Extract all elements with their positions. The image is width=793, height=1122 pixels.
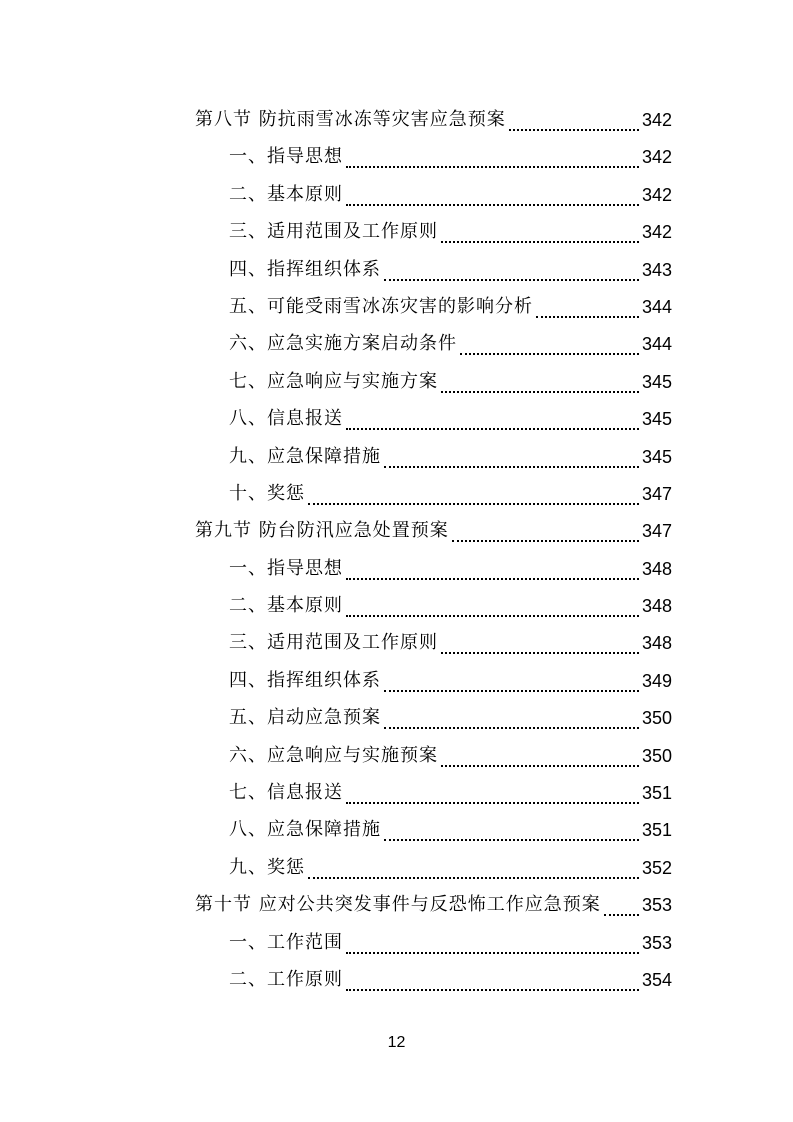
toc-subsection-entry[interactable] [0,550,793,587]
toc-subsection-entry[interactable] [0,251,793,288]
toc-dot-leader [452,538,639,542]
toc-entry-page: 350 [641,745,672,766]
toc-dot-leader [604,912,639,916]
toc-dot-leader [308,875,639,879]
toc-entry-page: 353 [641,932,672,953]
toc-entry-title: 三、适用范围及工作原则 [229,221,438,243]
toc-subsection-entry[interactable] [0,325,793,362]
toc-entry-page: 352 [641,857,672,878]
toc-subsection-entry[interactable] [0,961,793,998]
toc-entry-title: 二、基本原则 [229,183,343,205]
toc-entry-title: 九、应急保障措施 [229,445,381,467]
toc-subsection-entry[interactable] [0,849,793,886]
toc-entry-title: 八、信息报送 [229,408,343,430]
toc-dot-leader [346,800,639,804]
toc-entry-title: 二、基本原则 [229,595,343,617]
toc-dot-leader [536,314,639,318]
toc-dot-leader [460,351,639,355]
toc-entry-title: 五、可能受雨雪冰冻灾害的影响分析 [229,295,533,317]
table-of-contents [0,101,793,998]
toc-entry-page: 347 [641,483,672,504]
toc-entry-title: 三、适用范围及工作原则 [229,632,438,654]
toc-entry-title: 四、指挥组织体系 [229,669,381,691]
toc-dot-leader [384,725,639,729]
toc-dot-leader [346,164,639,168]
toc-subsection-entry[interactable] [0,213,793,250]
toc-dot-leader [346,950,639,954]
toc-dot-leader [346,426,639,430]
toc-entry-title: 五、启动应急预案 [229,707,381,729]
toc-entry-title: 第九节 防台防汛应急处置预案 [195,520,449,542]
toc-section-entry[interactable] [0,886,793,923]
toc-dot-leader [346,613,639,617]
toc-entry-title: 第十节 应对公共突发事件与反恐怖工作应急预案 [195,894,601,916]
toc-dot-leader [384,837,639,841]
toc-subsection-entry[interactable] [0,587,793,624]
toc-entry-page: 344 [641,296,672,317]
toc-dot-leader [441,763,639,767]
toc-entry-page: 345 [641,371,672,392]
toc-subsection-entry[interactable] [0,774,793,811]
toc-dot-leader [346,576,639,580]
toc-subsection-entry[interactable] [0,624,793,661]
toc-entry-page: 348 [641,633,672,654]
toc-entry-page: 353 [641,895,672,916]
toc-dot-leader [509,127,639,131]
toc-entry-title: 四、指挥组织体系 [229,258,381,280]
toc-entry-page: 351 [641,820,672,841]
toc-entry-title: 十、奖惩 [229,482,305,504]
toc-subsection-entry[interactable] [0,438,793,475]
toc-entry-page: 345 [641,409,672,430]
toc-entry-page: 348 [641,596,672,617]
toc-entry-page: 342 [641,110,672,130]
toc-entry-title: 第八节 防抗雨雪冰冻等灾害应急预案 [195,109,506,130]
toc-subsection-entry[interactable] [0,662,793,699]
toc-entry-page: 342 [641,222,672,243]
toc-entry-title: 六、应急响应与实施预案 [229,744,438,766]
toc-entry-page: 354 [641,969,672,990]
toc-dot-leader [441,239,639,243]
toc-entry-title: 一、指导思想 [229,146,343,168]
toc-subsection-entry[interactable] [0,400,793,437]
toc-entry-page: 349 [641,670,672,691]
toc-dot-leader [384,464,639,468]
toc-dot-leader [441,389,639,393]
toc-subsection-entry[interactable] [0,699,793,736]
toc-subsection-entry[interactable] [0,288,793,325]
toc-entry-title: 七、信息报送 [229,782,343,804]
toc-subsection-entry[interactable] [0,363,793,400]
toc-section-entry[interactable] [0,101,793,138]
toc-entry-page: 350 [641,708,672,729]
toc-dot-leader [384,688,639,692]
toc-dot-leader [384,277,639,281]
toc-entry-title: 六、应急实施方案启动条件 [229,333,457,355]
toc-subsection-entry[interactable] [0,138,793,175]
toc-entry-page: 348 [641,558,672,579]
toc-entry-title: 一、指导思想 [229,557,343,579]
toc-entry-page: 342 [641,147,672,168]
toc-subsection-entry[interactable] [0,924,793,961]
toc-entry-page: 351 [641,783,672,804]
toc-entry-title: 七、应急响应与实施方案 [229,370,438,392]
toc-dot-leader [346,987,639,991]
toc-dot-leader [346,202,639,206]
page-number: 12 [387,1034,406,1051]
toc-entry-page: 344 [641,334,672,355]
toc-subsection-entry[interactable] [0,811,793,848]
toc-entry-title: 九、奖惩 [229,856,305,878]
toc-entry-page: 342 [641,184,672,205]
toc-section-entry[interactable] [0,512,793,549]
toc-entry-title: 八、应急保障措施 [229,819,381,841]
toc-subsection-entry[interactable] [0,475,793,512]
toc-subsection-entry[interactable] [0,176,793,213]
toc-entry-page: 347 [641,521,672,542]
toc-subsection-entry[interactable] [0,737,793,774]
toc-dot-leader [308,501,639,505]
toc-entry-title: 一、工作范围 [229,931,343,953]
toc-entry-page: 345 [641,446,672,467]
toc-entry-title: 二、工作原则 [229,968,343,990]
toc-entry-page: 343 [641,259,672,280]
toc-dot-leader [441,650,639,654]
